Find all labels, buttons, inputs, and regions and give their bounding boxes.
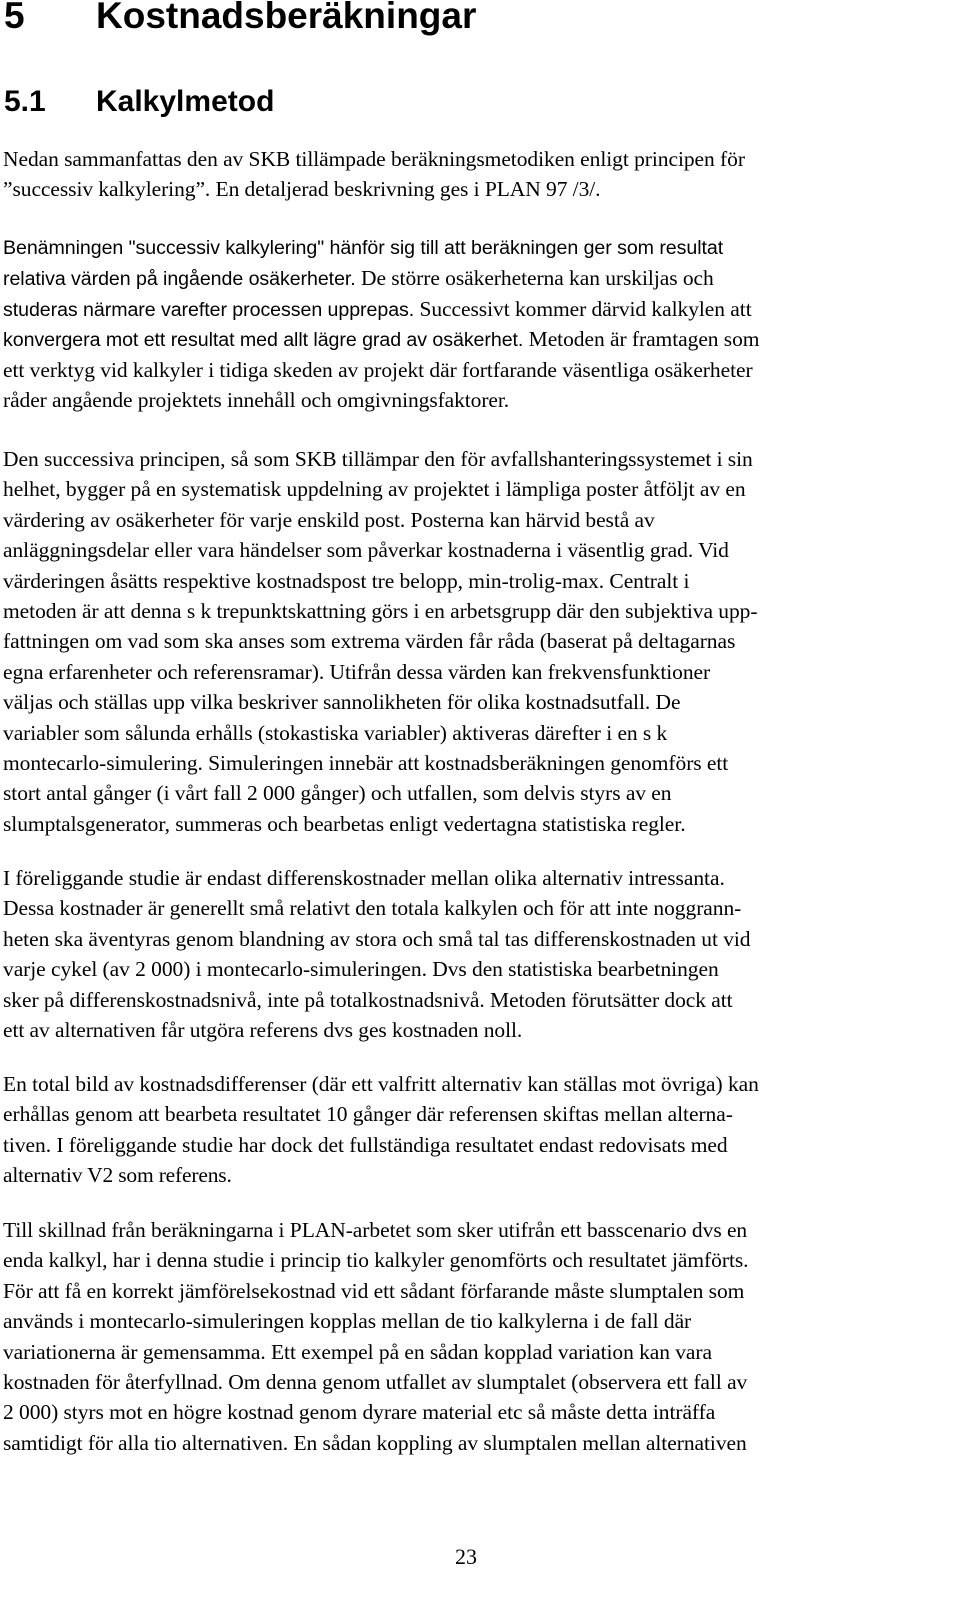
paragraph-line: Till skillnad från beräkningarna i PLAN-arbetet som sker utifrån ett basscenario dvs en [3, 1218, 748, 1242]
paragraph-line: erhållas genom att bearbeta resultatet 10 gånger där referensen skiftas mellan alterna- [3, 1102, 733, 1127]
paragraph-line: används i montecarlo-simuleringen kopplas mellan de tio kalkylerna i de fall där [3, 1309, 692, 1334]
chapter-number: 5 [4, 0, 25, 36]
paragraph-line: variabler som sålunda erhålls (stokastiska variabler) aktiveras därefter i en s k [3, 720, 668, 745]
paragraph-line: värdering av osäkerheter för varje enskild post. Posterna kan härvid bestå av [3, 507, 655, 532]
paragraph-line-part: Successivt kommer därvid kalkylen att [414, 296, 752, 321]
paragraph-difference-costs [3, 863, 960, 1045]
paragraph-total-picture [3, 1069, 960, 1191]
paragraph-line: värderingen åsätts respektive kostnadspost tre belopp, min-trolig-max. Centralt i [3, 568, 690, 593]
paragraph-line: Den successiva principen, så som SKB tillämpar den för avfallshanteringssystemet i sin [3, 447, 753, 471]
paragraph-plan-comparison [3, 1215, 960, 1458]
paragraph-line: fattningen om vad som ska anses som extrema värden får råda (baserat på deltagarnas [3, 629, 736, 654]
paragraph-line: väljas och ställas upp vilka beskriver sannolikheten för olika kostnadsutfall. De [3, 690, 681, 715]
paragraph-line: För att få en korrekt jämförelsekostnad vid ett sådant förfarande måste slumptalen som [3, 1278, 745, 1303]
paragraph-line: helhet, bygger på en systematisk uppdelning av projektet i lämpliga poster åtföljt av en [3, 477, 746, 502]
paragraph-line: ett av alternativen får utgöra referens dvs ges kostnaden noll. [3, 1017, 523, 1042]
paragraph-line: råder angående projektets innehåll och omgivningsfaktorer. [3, 387, 510, 412]
paragraph-line: slumptalsgenerator, summeras och bearbetas enligt vedertagna statistiska regler. [3, 811, 686, 836]
paragraph-line: montecarlo-simulering. Simuleringen innebär att kostnadsberäkningen genomförs ett [3, 750, 729, 775]
paragraph-line: alternativ V2 som referens. [3, 1163, 232, 1188]
paragraph-line-part: konvergera mot ett resultat med allt lägre grad av osäkerhet. [3, 329, 524, 352]
paragraph-line [3, 294, 960, 324]
paragraph-line: 2 000) styrs mot en högre kostnad genom dyrare material etc så måste detta inträffa [3, 1400, 716, 1425]
paragraph-line-part: relativa värden på ingående osäkerheter. [3, 268, 356, 291]
paragraph-successive-principle [3, 444, 960, 839]
paragraph-intro [3, 144, 960, 205]
paragraph-line: I föreliggande studie är endast differenskostnader mellan olika alternativ intressanta. [3, 866, 725, 890]
paragraph-line: En total bild av kostnadsdifferenser (där ett valfritt alternativ kan ställas mot övriga) kan [3, 1072, 759, 1096]
paragraph-line: stort antal gånger (i vårt fall 2 000 gånger) och utfallen, som delvis styrs av en [3, 781, 672, 806]
chapter-heading [4, 0, 476, 38]
paragraph-line: heten ska äventyras genom blandning av stora och små tal tas differenskostnaden ut vid [3, 926, 751, 951]
paragraph-successive-naming [3, 233, 960, 415]
paragraph-line: kostnaden för återfyllnad. Om denna genom utfallet av slumptalet (observera ett fall av [3, 1369, 748, 1394]
paragraph-line: varje cykel (av 2 000) i montecarlo-simuleringen. Dvs den statistiska bearbetningen [3, 957, 719, 982]
paragraph-line-part: studeras närmare varefter processen upprepas. [3, 298, 415, 321]
paragraph-line: Dessa kostnader är generellt små relativt den totala kalkylen och för att inte noggrann- [3, 896, 742, 921]
paragraph-line-part: De större osäkerheterna kan urskiljas och [355, 266, 714, 291]
paragraph-line: metoden är att denna s k trepunktskattning görs i en arbetsgrupp där den subjektiva upp- [3, 598, 758, 623]
paragraph-line [3, 263, 960, 293]
paragraph-line: tiven. I föreliggande studie har dock det fullständiga resultatet endast redovisats med [3, 1132, 728, 1157]
paragraph-line: ett verktyg vid kalkyler i tidiga skeden av projekt där fortfarande väsentliga osäkerheter [3, 357, 753, 382]
chapter-title: Kostnadsberäkningar [96, 0, 477, 36]
paragraph-line-part: Metoden är framtagen som [523, 327, 760, 352]
page-number: 23 [455, 1544, 477, 1569]
paragraph-line: ”successiv kalkylering”. En detaljerad beskrivning ges i PLAN 97 /3/. [3, 177, 601, 202]
paragraph-line: enda kalkyl, har i denna studie i princip tio kalkyler genomförts och resultatet jämförts. [3, 1248, 749, 1273]
paragraph-line: Benämningen "successiv kalkylering" hänför sig till att beräkningen ger som resultat [3, 237, 724, 259]
section-number: 5.1 [4, 85, 46, 118]
paragraph-line: sker på differenskostnadsnivå, inte på totalkostnadsnivå. Metoden förutsätter dock att [3, 987, 733, 1012]
paragraph-line: samtidigt för alla tio alternativen. En sådan koppling av slumptalen mellan alternativen [3, 1430, 747, 1455]
section-heading [4, 82, 274, 122]
paragraph-line: Nedan sammanfattas den av SKB tillämpade beräkningsmetodiken enligt principen för [3, 147, 745, 171]
paragraph-line: egna erfarenheter och referensramar). Utifrån dessa värden kan frekvensfunktioner [3, 659, 711, 684]
paragraph-line: anläggningsdelar eller vara händelser som påverkar kostnaderna i väsentlig grad. Vid [3, 538, 729, 563]
paragraph-line [3, 324, 960, 354]
section-title: Kalkylmetod [96, 85, 275, 118]
paragraph-line: variationerna är gemensamma. Ett exempel på en sådan kopplad variation kan vara [3, 1339, 712, 1364]
